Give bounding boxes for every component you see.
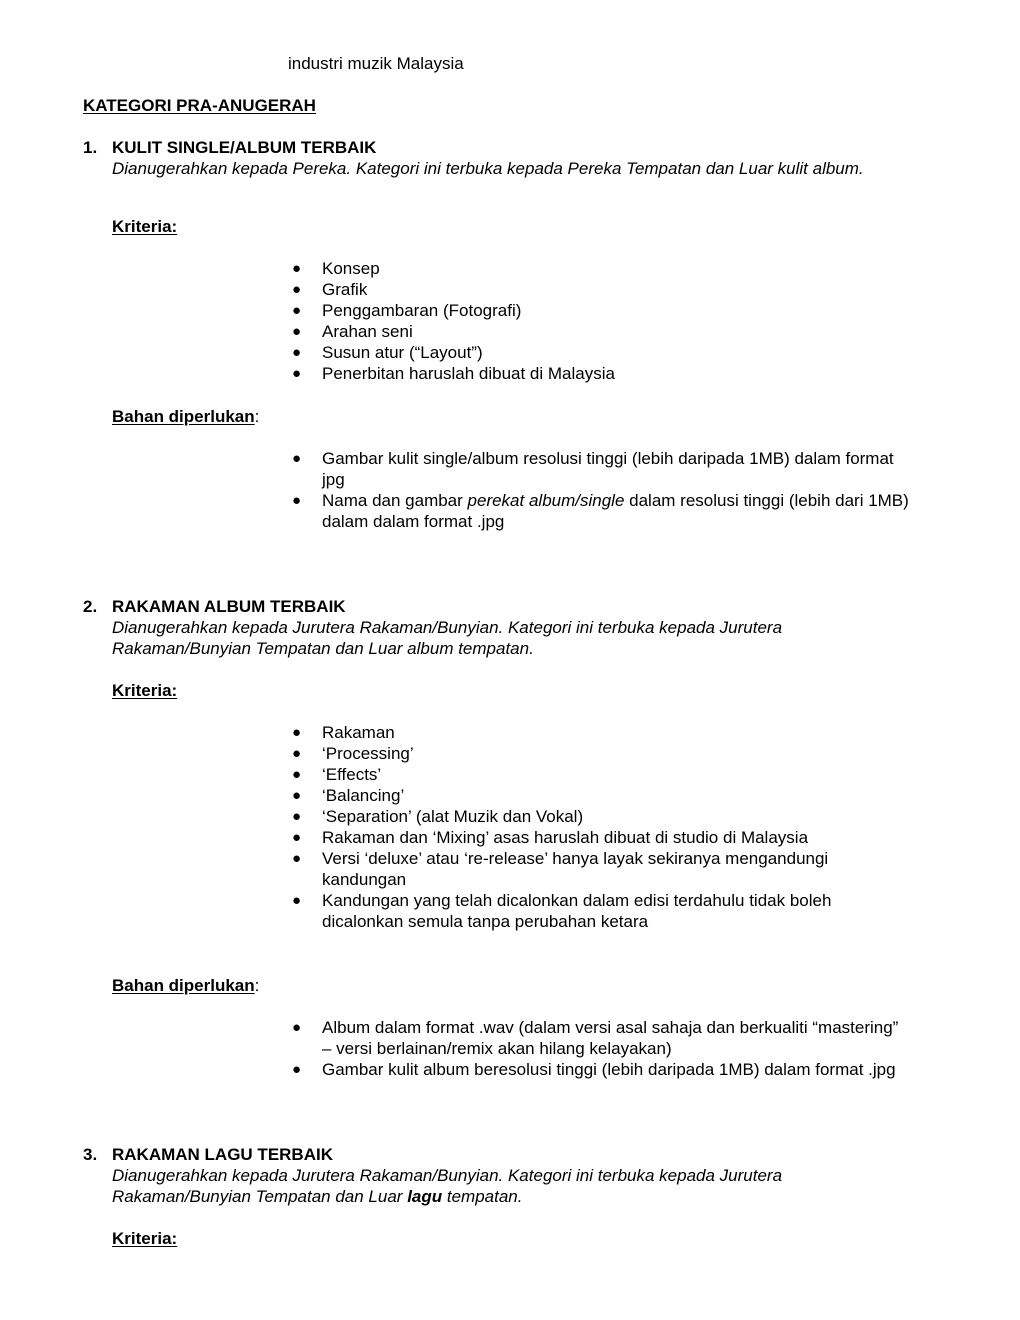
bullet-icon: ● [292,302,302,319]
bullet-icon: ● [292,323,302,340]
bullet-icon: ● [292,829,302,846]
bullet-icon: ● [292,808,302,825]
bullet-icon: ● [292,281,302,298]
list-item: ● Gambar kulit single/album resolusi tinggi (lebih daripada 1MB) dalam format jpg [292,449,894,489]
bullet-icon: ● [292,365,302,382]
list-item: ● ‘Processing’ [292,744,414,763]
bullet-icon: ● [292,766,302,783]
list-item: ● Penerbitan haruslah dibuat di Malaysia [292,364,615,383]
bullet-icon: ● [292,745,302,762]
category-2-criteria-list [290,722,890,932]
list-item: ● Konsep [292,259,380,278]
list-item: ● Nama dan gambar perekat album/single dalam resolusi tinggi (lebih dari 1MB) dalam dalam format .jpg [292,491,909,531]
top-line-text: industri muzik Malaysia [288,54,464,73]
bullet-icon: ● [292,344,302,361]
list-item: ● Arahan seni [292,322,413,341]
category-3-criteria-label: Kriteria: [112,1229,178,1248]
bullet-icon: ● [292,787,302,804]
category-2-criteria-label: Kriteria: [112,681,178,700]
category-2-description: Dianugerahkan kepada Jurutera Rakaman/Bunyian. Kategori ini terbuka kepada Jurutera Rakaman/Bunyian Tempatan dan Luar album tempatan. [112,618,783,658]
list-item: ● ‘Separation’ (alat Muzik dan Vokal) [292,807,584,826]
bullet-icon: ● [292,450,302,467]
category-1-title: KULIT SINGLE/ALBUM TERBAIK [112,138,377,157]
list-item: ● Susun atur (“Layout”) [292,343,483,362]
category-3-description: Dianugerahkan kepada Jurutera Rakaman/Bunyian. Kategori ini terbuka kepada Jurutera Rakaman/Bunyian Tempatan dan Luar lagu tempatan. [112,1166,783,1206]
list-item: ● Rakaman [292,723,395,742]
category-1-materials-label: Bahan diperlukan: [112,407,260,426]
category-2-title: RAKAMAN ALBUM TERBAIK [112,597,346,616]
list-item: ● Versi ‘deluxe’ atau ‘re-release’ hanya layak sekiranya mengandungi kandungan [292,849,829,889]
bullet-icon: ● [292,850,302,867]
bullet-icon: ● [292,1019,302,1036]
category-1-criteria-list [290,258,910,384]
bullet-icon: ● [292,724,302,741]
list-item: ● Grafik [292,280,368,299]
category-1-materials-list [290,448,910,532]
category-3-number: 3. [83,1145,98,1164]
bullet-icon: ● [292,892,302,909]
list-item: ● Gambar kulit album beresolusi tinggi (lebih daripada 1MB) dalam format .jpg [292,1060,896,1079]
category-2-materials-list [290,1017,910,1080]
list-item: ● Penggambaran (Fotografi) [292,301,522,320]
bullet-icon: ● [292,1061,302,1078]
bullet-icon: ● [292,492,302,509]
category-2-number: 2. [83,597,98,616]
list-item: ● Kandungan yang telah dicalonkan dalam edisi terdahulu tidak boleh dicalonkan semula tanpa perubahan ketara [292,891,832,931]
category-1-number: 1. [83,138,98,157]
list-item: ● ‘Effects’ [292,765,382,784]
list-item: ● ‘Balancing’ [292,786,405,805]
list-item: ● Album dalam format .wav (dalam versi asal sahaja dan berkualiti “mastering” – versi berlainan/remix akan hilang kelayakan) [292,1018,899,1058]
category-2-materials-label: Bahan diperlukan: [112,976,260,995]
category-3-title: RAKAMAN LAGU TERBAIK [112,1145,333,1164]
category-1-description: Dianugerahkan kepada Pereka. Kategori ini terbuka kepada Pereka Tempatan dan Luar kulit album. [112,159,864,178]
bullet-icon: ● [292,260,302,277]
section-heading: KATEGORI PRA-ANUGERAH [83,96,316,115]
category-1-criteria-label: Kriteria: [112,217,178,236]
list-item: ● Rakaman dan ‘Mixing’ asas haruslah dibuat di studio di Malaysia [292,828,809,847]
